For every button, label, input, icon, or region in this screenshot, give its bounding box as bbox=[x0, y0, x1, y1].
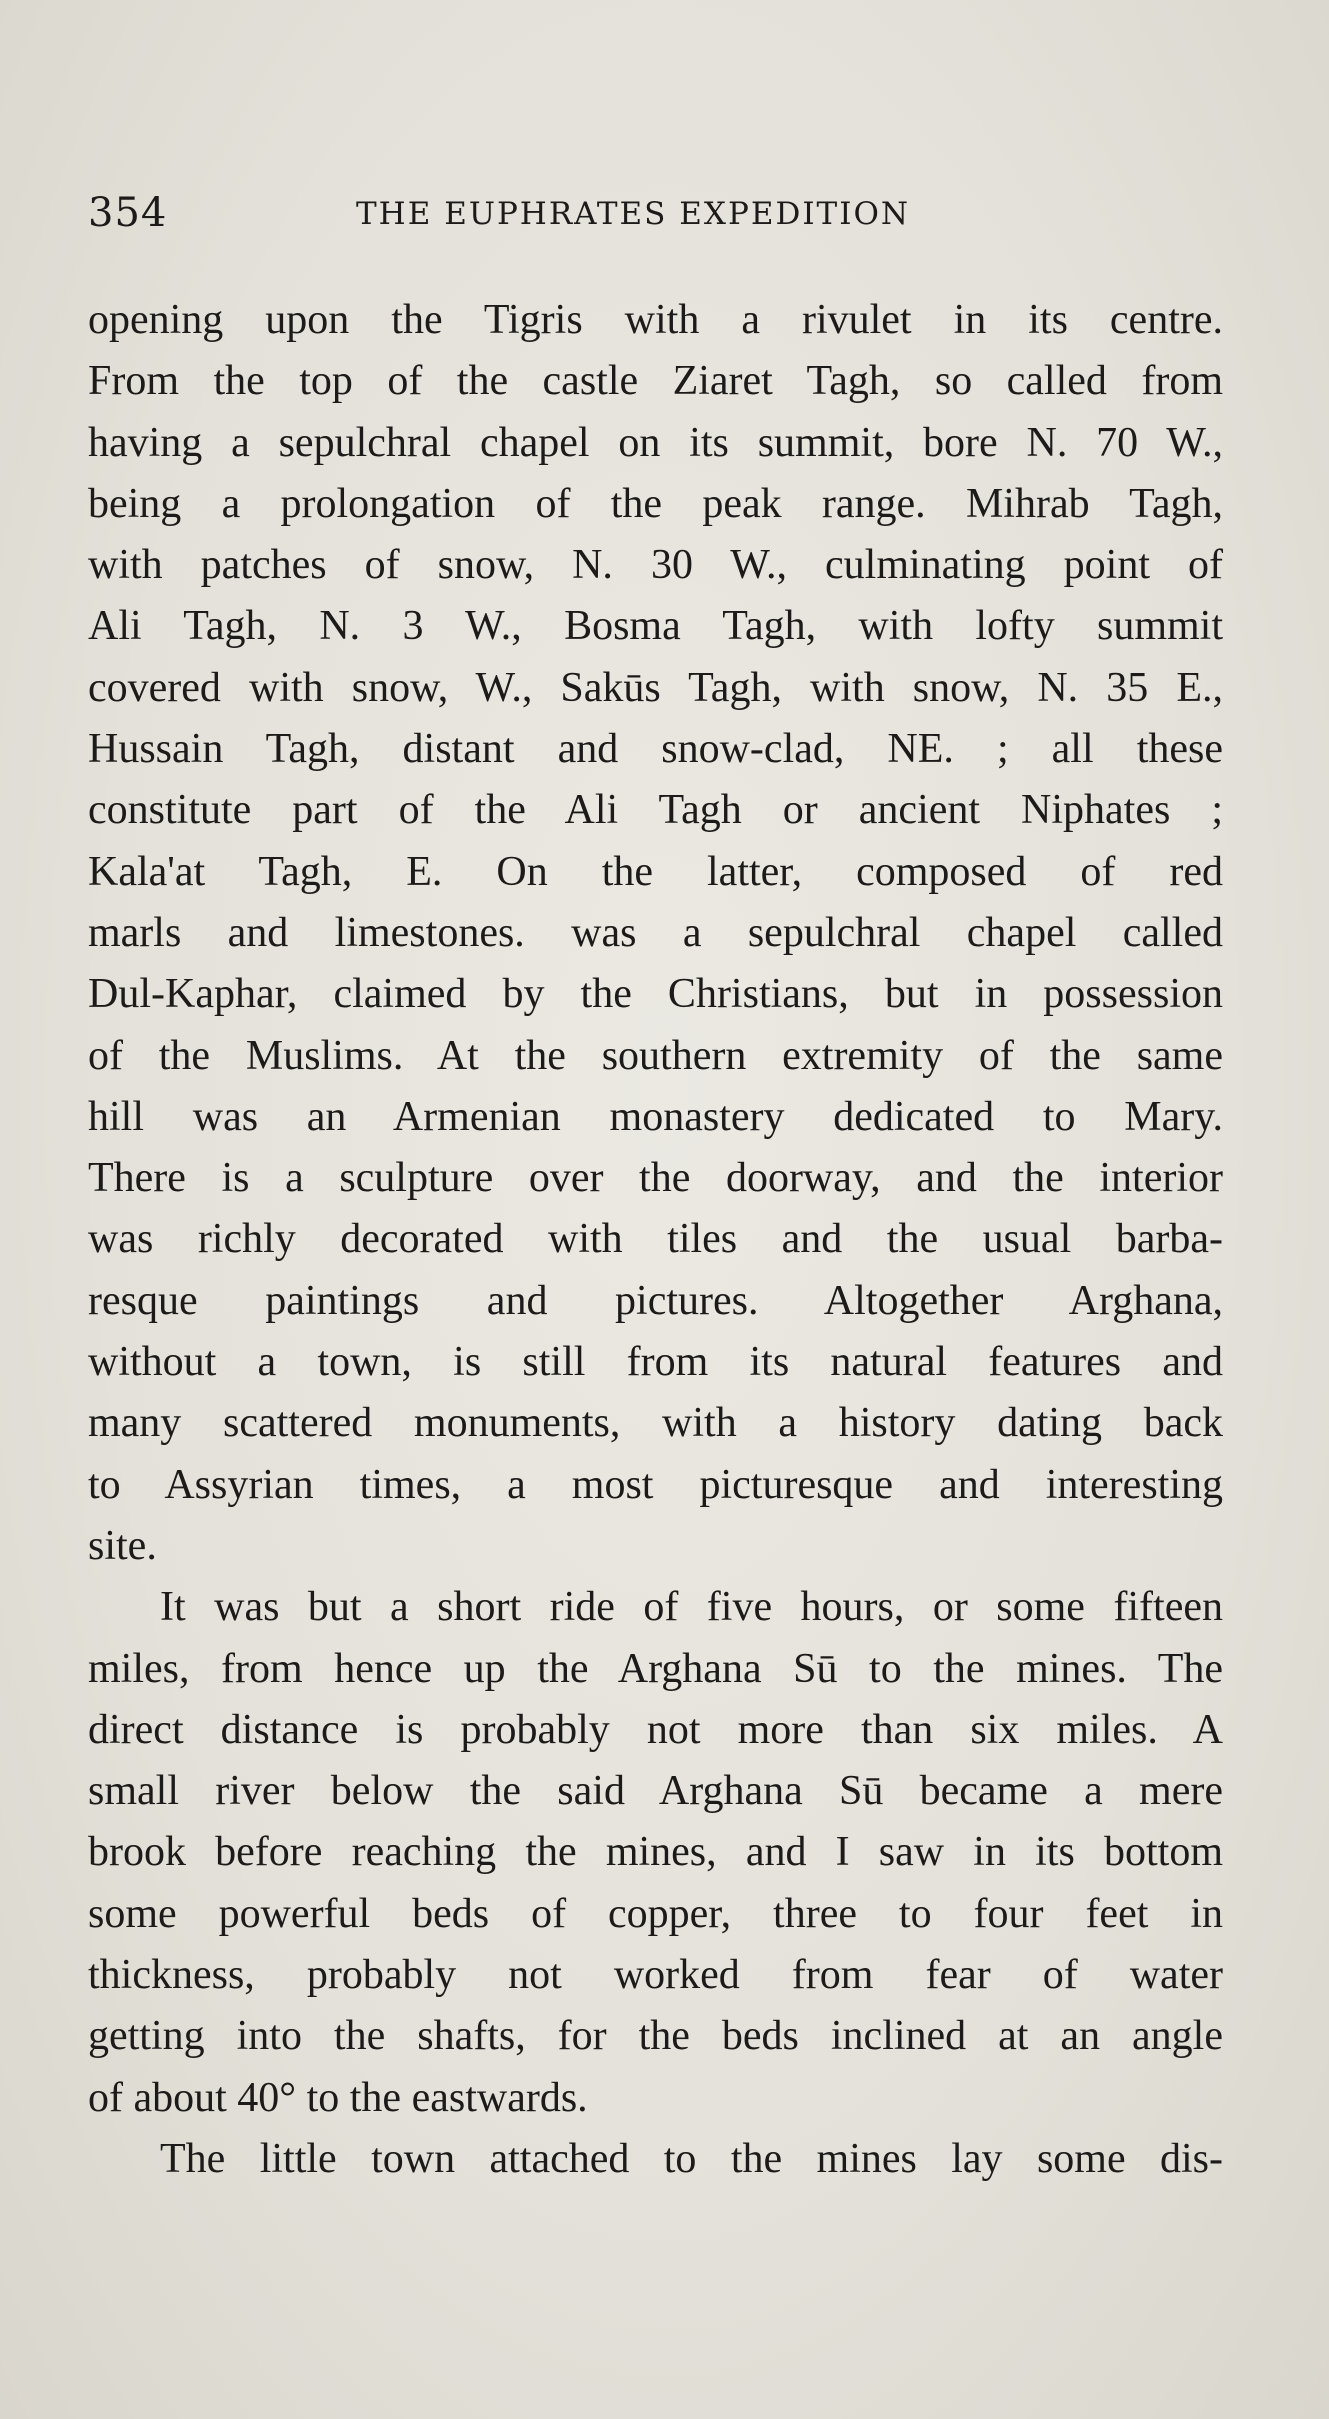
text-line: brook before reaching the mines, and I saw in its bottom bbox=[88, 1829, 1223, 1876]
text-line: some powerful beds of copper, three to four feet in bbox=[88, 1890, 1223, 1937]
text-line: miles, from hence up the Arghana Sū to the mines. The bbox=[88, 1645, 1223, 1692]
text-line: constitute part of the Ali Tagh or ancient Niphates ; bbox=[88, 787, 1223, 834]
text-line: with patches of snow, N. 30 W., culminating point of bbox=[88, 542, 1223, 589]
text-line: marls and limestones. was a sepulchral chapel called bbox=[88, 909, 1223, 956]
text-line: There is a sculpture over the doorway, and the interior bbox=[88, 1155, 1223, 1202]
text-line: hill was an Armenian monastery dedicated to Mary. bbox=[88, 1093, 1223, 1140]
page-number: 354 bbox=[88, 190, 168, 236]
text-line: Hussain Tagh, distant and snow-clad, NE. ; all these bbox=[88, 726, 1223, 773]
text-line: many scattered monuments, with a history dating back bbox=[88, 1400, 1223, 1447]
text-line: covered with snow, W., Sakūs Tagh, with snow, N. 35 E., bbox=[88, 664, 1223, 711]
text-line: Dul-Kaphar, claimed by the Christians, but in possession bbox=[88, 971, 1223, 1018]
text-line: opening upon the Tigris with a rivulet in its centre. bbox=[88, 297, 1223, 343]
text-line: without a town, is still from its natural features and bbox=[88, 1339, 1223, 1386]
text-line: From the top of the castle Ziaret Tagh, so called from bbox=[88, 358, 1223, 405]
page-header bbox=[88, 190, 1241, 240]
text-line: getting into the shafts, for the beds inclined at an angle bbox=[88, 2013, 1223, 2060]
text-line: thickness, probably not worked from fear of water bbox=[88, 1952, 1223, 1999]
body-text bbox=[88, 290, 1223, 2190]
text-line: to Assyrian times, a most picturesque and interesting bbox=[88, 1461, 1223, 1508]
text-line: was richly decorated with tiles and the usual barba- bbox=[88, 1216, 1223, 1263]
text-line: of about 40° to the eastwards. bbox=[88, 2074, 588, 2121]
text-line: The little town attached to the mines lay some dis- bbox=[160, 2135, 1223, 2182]
text-line: Ali Tagh, N. 3 W., Bosma Tagh, with lofty summit bbox=[88, 603, 1223, 650]
text-line: direct distance is probably not more than six miles. A bbox=[88, 1706, 1223, 1753]
text-line: small river below the said Arghana Sū became a mere bbox=[88, 1768, 1223, 1815]
text-line: It was but a short ride of five hours, or some fifteen bbox=[160, 1584, 1223, 1631]
text-line: having a sepulchral chapel on its summit, bore N. 70 W., bbox=[88, 419, 1223, 466]
text-line: resque paintings and pictures. Altogether Arghana, bbox=[88, 1277, 1223, 1324]
text-line: site. bbox=[88, 1522, 157, 1569]
running-title: THE EUPHRATES EXPEDITION bbox=[356, 196, 911, 232]
text-line: being a prolongation of the peak range. Mihrab Tagh, bbox=[88, 480, 1223, 527]
text-line: of the Muslims. At the southern extremity of the same bbox=[88, 1032, 1223, 1079]
text-line: Kala'at Tagh, E. On the latter, composed of red bbox=[88, 848, 1223, 895]
